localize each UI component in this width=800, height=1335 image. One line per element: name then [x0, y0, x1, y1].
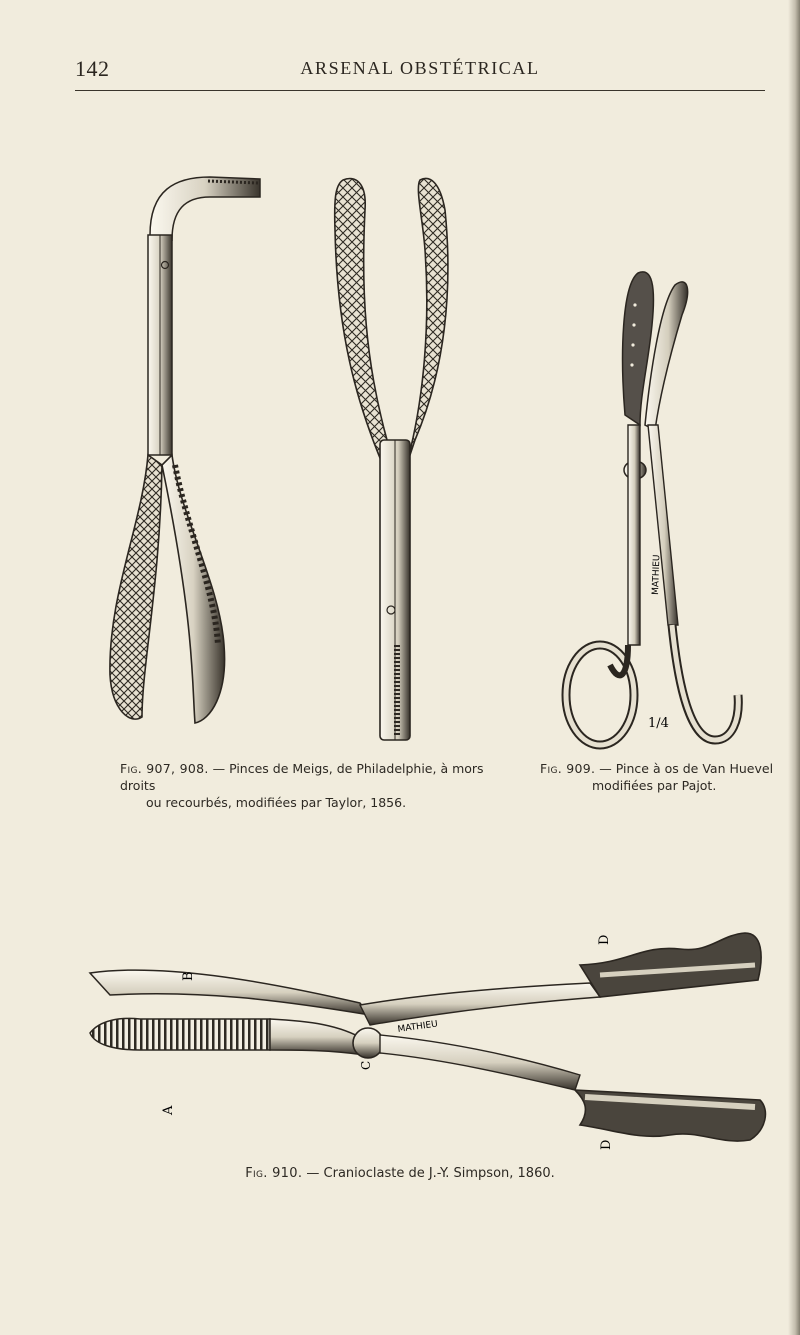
- scale-mark-909: 1/4: [648, 716, 669, 731]
- caption-fig-910: [0, 1165, 800, 1182]
- caption-fig-909: [540, 760, 785, 794]
- letter-c: C: [359, 1060, 373, 1070]
- caption-fig-907-908: [120, 760, 520, 811]
- figure-909-bone-forceps: [560, 265, 750, 750]
- figure-908-forceps-straight: [325, 170, 465, 745]
- letter-b: B: [181, 971, 196, 981]
- letter-d-lower: D: [599, 1139, 614, 1150]
- caption-label: Fig. 910.: [245, 1166, 303, 1181]
- page-edge-shadow: [788, 0, 800, 1335]
- letter-a: A: [161, 1105, 176, 1115]
- caption-text: — Cranioclaste de J.-Y. Simpson, 1860.: [306, 1166, 555, 1181]
- caption-text: — Pince à os de Van Huevel: [599, 761, 774, 776]
- figure-907-forceps-curved: [100, 165, 270, 735]
- header-rule: [75, 90, 765, 91]
- caption-label: Fig. 907, 908.: [120, 761, 209, 776]
- page-number: 142: [75, 56, 110, 81]
- caption-text: — Pinces de Meigs, de Philadelphie, à mors droits: [120, 761, 484, 793]
- figure-910-cranioclast: [80, 925, 770, 1155]
- page-header: [75, 56, 765, 88]
- caption-text-continued: modifiées par Pajot.: [592, 778, 717, 793]
- engraver-mark-910: MATHIEU: [397, 1019, 439, 1035]
- caption-text-continued: ou recourbés, modifiées par Taylor, 1856.: [146, 795, 407, 810]
- engraver-mark-909: MATHIEU: [651, 554, 663, 596]
- letter-d-upper: D: [597, 934, 612, 945]
- running-title: ARSENAL OBSTÉTRICAL: [300, 58, 540, 78]
- caption-label: Fig. 909.: [540, 761, 596, 776]
